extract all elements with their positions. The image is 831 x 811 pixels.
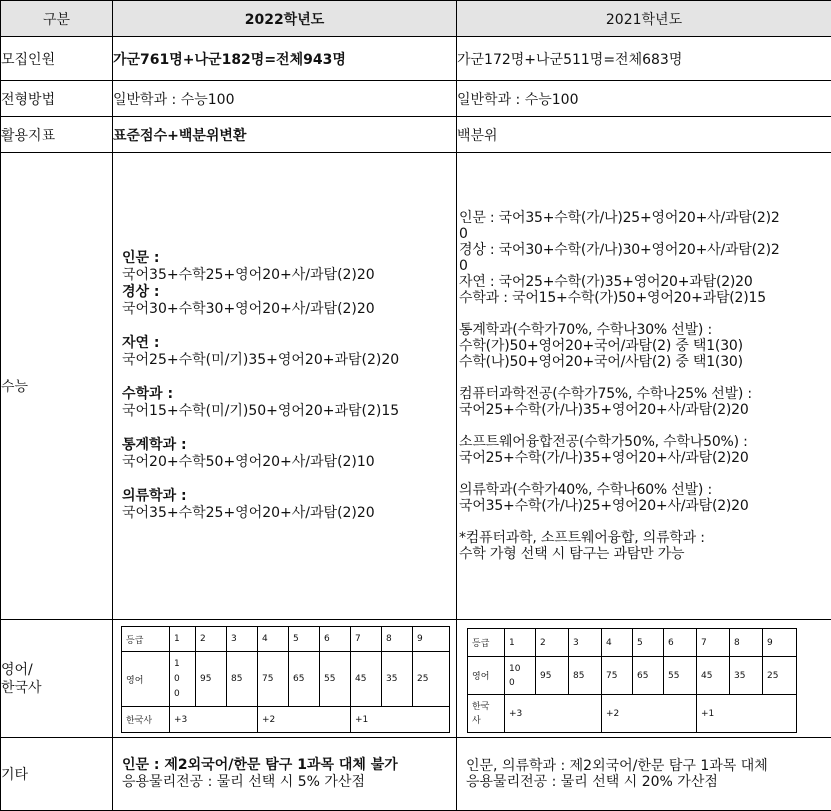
s21-line-17: 수학 가형 선택 시 탐구는 과탐만 가능 <box>459 546 685 562</box>
s21-line-5: 자연 : 국어25+수학(가)35+영어20+과탐(2)20 <box>459 274 753 290</box>
business-title: 경상 : <box>122 284 160 300</box>
english-score-3: 85 <box>569 657 602 695</box>
s21-line-14: 의류학과(수학가40%, 수학나60% 선발) : <box>459 482 712 498</box>
suneung-2021 <box>457 153 831 620</box>
english-score-7: 45 <box>351 652 382 707</box>
label-english-line1: 영어/ <box>1 661 33 678</box>
score-1-part: 0 <box>509 677 515 688</box>
english-score-8: 35 <box>382 652 413 707</box>
s21-line-15: 국어35+수학(가/나)25+영어20+사/과탐(2)20 <box>459 498 749 514</box>
fashion-title: 의류학과 : <box>122 488 187 504</box>
english-2021 <box>457 620 831 738</box>
grade-6: 6 <box>320 627 351 652</box>
grade-3: 3 <box>569 629 602 657</box>
grade-6: 6 <box>664 629 697 657</box>
label-suneung: 수능 <box>1 153 113 620</box>
s21-line-8: 수학(가)50+영어20+국어/과탐(2) 중 택1(30) <box>459 338 743 354</box>
label-method: 전형방법 <box>1 81 113 117</box>
english-score-1 <box>505 657 536 695</box>
english-score-8: 35 <box>730 657 763 695</box>
grade-4: 4 <box>602 629 633 657</box>
label-english-line2: 한국사 <box>1 679 42 696</box>
grade-2: 2 <box>196 627 227 652</box>
label-recruit: 모집인원 <box>1 37 113 81</box>
s21-line-11: 국어25+수학(가/나)35+영어20+사/과탐(2)20 <box>459 402 749 418</box>
method-2021: 일반학과 : 수능100 <box>457 81 831 117</box>
business-formula: 국어30+수학30+영어20+사/과탐(2)20 <box>122 301 375 317</box>
score-1-part: 10 <box>509 663 521 674</box>
english-score-1 <box>170 652 196 707</box>
grade-5: 5 <box>289 627 320 652</box>
s21-line-3: 경상 : 국어30+수학(가/나)30+영어20+사/과탐(2)2 <box>459 242 780 258</box>
s21-line-2: 0 <box>459 226 468 242</box>
s21-line-9: 수학(나)50+영어20+국어/사탐(2) 중 택1(30) <box>459 354 743 370</box>
english-score-5: 65 <box>289 652 320 707</box>
humanities-formula: 국어35+수학25+영어20+사/과탐(2)20 <box>122 267 375 283</box>
english-label: 영어 <box>468 657 505 695</box>
s21-line-6: 수학과 : 국어15+수학(가)50+영어20+과탐(2)15 <box>459 290 766 306</box>
english-score-2: 95 <box>196 652 227 707</box>
history-label: 한국사 <box>122 707 170 733</box>
english-score-7: 45 <box>697 657 730 695</box>
english-score-4: 75 <box>602 657 633 695</box>
english-score-6: 55 <box>320 652 351 707</box>
english-label: 영어 <box>122 652 170 707</box>
s21-line-13: 국어25+수학(가/나)35+영어20+사/과탐(2)20 <box>459 450 749 466</box>
grade-label: 등급 <box>122 627 170 652</box>
row-english <box>1 620 831 738</box>
english-2022 <box>113 620 457 738</box>
s21-line-1: 인문 : 국어35+수학(가/나)25+영어20+사/과탐(2)2 <box>459 210 780 226</box>
etc-2022-line1: 인문 : 제2외국어/한문 탐구 1과목 대체 불가 <box>122 757 398 773</box>
math-title: 수학과 : <box>122 386 174 402</box>
row-suneung <box>1 153 831 620</box>
etc-2021 <box>457 738 831 811</box>
header-category: 구분 <box>1 1 113 37</box>
history-label-part: 사 <box>472 715 481 726</box>
etc-2021-line2: 응용물리전공 : 물리 선택 시 20% 가산점 <box>466 774 718 790</box>
grade-7: 7 <box>697 629 730 657</box>
grade-5: 5 <box>633 629 664 657</box>
label-english <box>1 620 113 738</box>
english-score-5: 65 <box>633 657 664 695</box>
s21-line-10: 컴퓨터과학전공(수학가75%, 수학나25% 선발) : <box>459 386 752 402</box>
method-2022: 일반학과 : 수능100 <box>113 81 457 117</box>
grade-table-2021 <box>467 628 797 733</box>
recruit-2022: 가군761명+나군182명=전체943명 <box>113 37 457 81</box>
row-recruit <box>1 37 831 81</box>
history-plus1: +1 <box>351 707 450 733</box>
etc-2021-line1: 인문, 의류학과 : 제2외국어/한문 탐구 1과목 대체 <box>466 758 768 774</box>
s21-line-12: 소프트웨어융합전공(수학가50%, 수학나50%) : <box>459 434 748 450</box>
humanities-title: 인문 : <box>122 250 160 266</box>
score-1-part: 1 <box>174 658 180 669</box>
header-2022: 2022학년도 <box>113 1 457 37</box>
row-etc <box>1 738 831 811</box>
row-method <box>1 81 831 117</box>
index-2021: 백분위 <box>457 117 831 153</box>
s21-line-7: 통계학과(수학가70%, 수학나30% 선발) : <box>459 322 712 338</box>
history-plus1: +1 <box>697 695 797 733</box>
header-2021: 2021학년도 <box>457 1 831 37</box>
grade-4: 4 <box>258 627 289 652</box>
etc-2022-line2: 응용물리전공 : 물리 선택 시 5% 가산점 <box>122 774 365 790</box>
history-label-part: 한국 <box>472 701 490 712</box>
fashion-formula: 국어35+수학25+영어20+사/과탐(2)20 <box>122 505 375 521</box>
english-score-3: 85 <box>227 652 258 707</box>
english-score-4: 75 <box>258 652 289 707</box>
score-1-part: 0 <box>174 688 180 699</box>
english-score-9: 25 <box>763 657 797 695</box>
natural-title: 자연 : <box>122 335 160 351</box>
math-formula: 국어15+수학(미/기)50+영어20+과탐(2)15 <box>122 403 400 419</box>
row-index <box>1 117 831 153</box>
history-plus3: +3 <box>505 695 602 733</box>
grade-9: 9 <box>763 629 797 657</box>
stat-formula: 국어20+수학50+영어20+사/과탐(2)10 <box>122 454 375 470</box>
s21-line-16: *컴퓨터과학, 소프트웨어융합, 의류학과 : <box>459 530 705 546</box>
score-1-part: 0 <box>174 673 180 684</box>
history-plus3: +3 <box>170 707 258 733</box>
english-score-9: 25 <box>413 652 450 707</box>
label-index: 활용지표 <box>1 117 113 153</box>
suneung-2022 <box>113 153 457 620</box>
etc-2022 <box>113 738 457 811</box>
history-label <box>468 695 505 733</box>
s21-line-4: 0 <box>459 258 468 274</box>
header-row <box>1 1 831 37</box>
grade-label: 등급 <box>468 629 505 657</box>
stat-title: 통계학과 : <box>122 437 187 453</box>
grade-2: 2 <box>536 629 569 657</box>
recruit-2021: 가군172명+나군511명=전체683명 <box>457 37 831 81</box>
history-plus2: +2 <box>602 695 697 733</box>
grade-9: 9 <box>413 627 450 652</box>
english-score-6: 55 <box>664 657 697 695</box>
grade-table-2022 <box>121 626 450 733</box>
grade-7: 7 <box>351 627 382 652</box>
label-etc: 기타 <box>1 738 113 811</box>
grade-1: 1 <box>505 629 536 657</box>
grade-8: 8 <box>382 627 413 652</box>
english-score-2: 95 <box>536 657 569 695</box>
grade-3: 3 <box>227 627 258 652</box>
history-plus2: +2 <box>258 707 351 733</box>
natural-formula: 국어25+수학(미/기)35+영어20+과탐(2)20 <box>122 352 400 368</box>
grade-8: 8 <box>730 629 763 657</box>
grade-1: 1 <box>170 627 196 652</box>
index-2022: 표준점수+백분위변환 <box>113 117 457 153</box>
